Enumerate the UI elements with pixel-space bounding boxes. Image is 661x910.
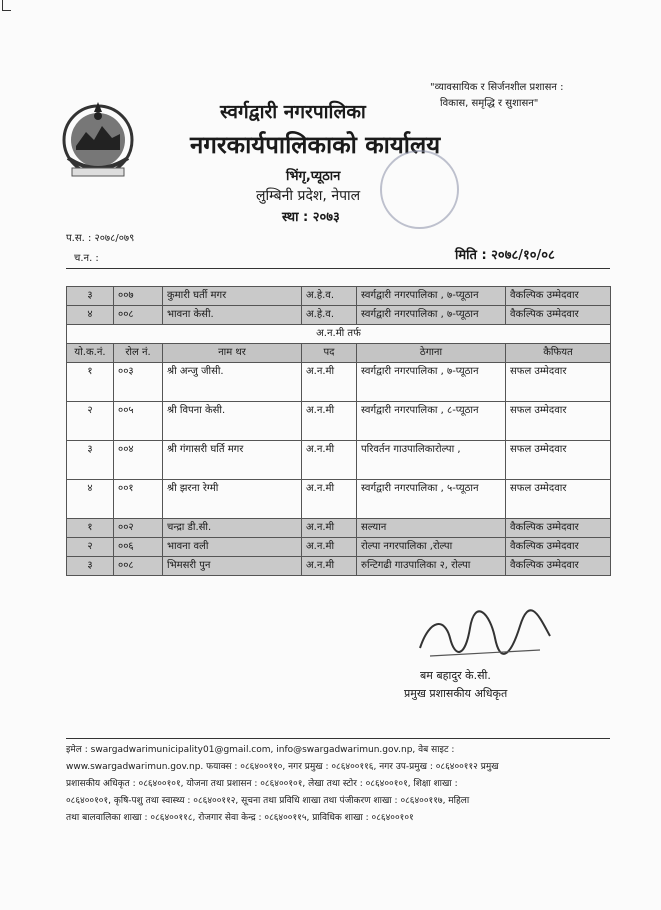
table-row xyxy=(67,441,611,480)
signatory-name: बम बहादुर के.सी. xyxy=(420,669,491,682)
table-cell-name: कुमारी घर्ती मगर xyxy=(163,287,302,306)
table-cell-post: अ.न.मी xyxy=(302,402,357,441)
table-cell-address: स्वर्गद्वारी नगरपालिका , ५-प्यूठान xyxy=(357,480,506,519)
table-cell-post: अ.न.मी xyxy=(302,480,357,519)
table-cell-sn: ४ xyxy=(67,306,114,325)
table-cell-remark: वैकल्पिक उम्मेदवार xyxy=(506,306,611,325)
table-cell-post: अ.हे.व. xyxy=(302,287,357,306)
office-seal-stamp xyxy=(380,150,459,229)
table-cell-address: स्वर्गद्वारी नगरपालिका , ७-प्यूठान xyxy=(357,306,506,325)
table-cell-address: परिवर्तन गाउपालिकारोल्पा , xyxy=(357,441,506,480)
table-cell-name: चन्द्रा डी.सी. xyxy=(163,519,302,538)
table-row xyxy=(67,519,611,538)
column-header: पद xyxy=(302,344,357,363)
signatory-title: प्रमुख प्रशासकीय अधिकृत xyxy=(404,687,508,700)
table-cell-sn: १ xyxy=(67,519,114,538)
page-corner-mark xyxy=(2,0,11,11)
table-cell-post: अ.हे.व. xyxy=(302,306,357,325)
municipality-name: स्वर्गद्वारी नगरपालिका xyxy=(220,101,366,123)
table-cell-address: स्वर्गद्वारी नगरपालिका , ७-प्यूठान xyxy=(357,363,506,402)
section-row xyxy=(67,325,611,344)
section-title: अ.न.मी तर्फ xyxy=(67,325,611,344)
dispatch-number: च.न. : xyxy=(74,253,99,264)
table-cell-name: श्री झरना रेग्मी xyxy=(163,480,302,519)
signature-icon xyxy=(410,608,560,668)
column-header: रोल नं. xyxy=(114,344,163,363)
table-cell-sn: ३ xyxy=(67,287,114,306)
table-row xyxy=(67,306,611,325)
letter-date: मिति : २०७८/१०/०८ xyxy=(455,248,555,263)
table-cell-address: सल्यान xyxy=(357,519,506,538)
office-place: भिंगृ,प्यूठान xyxy=(286,169,341,184)
table-cell-remark: वैकल्पिक उम्मेदवार xyxy=(506,287,611,306)
column-header: यो.क.नं. xyxy=(67,344,114,363)
result-table xyxy=(66,286,611,576)
column-header: ठेगाना xyxy=(357,344,506,363)
footer-line-2: www.swargadwarimun.gov.np. फयाक्स : ०८६४००११०, नगर प्रमुख : ०८६४००११६, नगर उप-प्रमुख : ०८६४००११२ प्रमुख xyxy=(66,762,499,772)
footer-line-4: ०८६४००१०१, कृषि-पशु तथा स्वास्थ्य : ०८६४००११२, सूचना तथा प्रविधि शाखा तथा पंजीकरण शाखा : ०८६४००११७, महिला xyxy=(66,796,470,806)
office-name: नगरकार्यपालिकाको कार्यालय xyxy=(190,131,441,159)
table-cell-address: रोल्पा नगरपालिका ,रोल्पा xyxy=(357,538,506,557)
table-cell-post: अ.न.मी xyxy=(302,538,357,557)
table-row xyxy=(67,480,611,519)
table-cell-name: श्री गंगासरी घर्ति मगर xyxy=(163,441,302,480)
table-cell-name: भावना केसी. xyxy=(163,306,302,325)
slogan-line-2: विकास, समृद्धि र सुशासन" xyxy=(440,98,539,109)
table-cell-post: अ.न.मी xyxy=(302,519,357,538)
table-cell-remark: सफल उम्मेदवार xyxy=(506,402,611,441)
slogan xyxy=(430,80,590,112)
column-header: कैफियत xyxy=(506,344,611,363)
table-cell-sn: १ xyxy=(67,363,114,402)
slogan-line-1: "व्यावसायिक र सिर्जनशील प्रशासन : xyxy=(430,82,564,93)
established-year: स्था : २०७३ xyxy=(282,210,340,225)
table-cell-address: स्वर्गद्वारी नगरपालिका , ८-प्यूठान xyxy=(357,402,506,441)
letter-number: प.स. : २०७८/०७९ xyxy=(66,233,135,244)
footer-line-5: तथा बालवालिका शाखा : ०८६४००११८, रोजगार सेवा केन्द्र : ०८६४००११५, प्राविधिक शाखा : ०८६४००१०१ xyxy=(66,813,414,823)
table-cell-remark: सफल उम्मेदवार xyxy=(506,441,611,480)
footer-contacts xyxy=(66,742,610,827)
table-cell-roll: ००६ xyxy=(114,538,163,557)
table-cell-name: भिमसरी पुन xyxy=(163,557,302,576)
table-cell-post: अ.न.मी xyxy=(302,363,357,402)
table-cell-remark: सफल उम्मेदवार xyxy=(506,480,611,519)
table-row xyxy=(67,538,611,557)
table-cell-remark: वैकल्पिक उम्मेदवार xyxy=(506,519,611,538)
office-province: लुम्बिनी प्रदेश, नेपाल xyxy=(256,188,361,204)
header-divider xyxy=(66,268,610,269)
table-cell-roll: ००३ xyxy=(114,363,163,402)
table-cell-sn: ३ xyxy=(67,441,114,480)
footer-line-3: प्रशासकीय अधिकृत : ०८६४००१०१, योजना तथा प्रशासन : ०८६४००१०१, लेखा तथा स्टोर : ०८६४००१०१, शिक्षा शाखा : xyxy=(66,779,458,789)
table-cell-remark: वैकल्पिक उम्मेदवार xyxy=(506,557,611,576)
table-cell-remark: सफल उम्मेदवार xyxy=(506,363,611,402)
table-cell-address: रुन्टिगढी गाउपालिका २, रोल्पा xyxy=(357,557,506,576)
table-row xyxy=(67,287,611,306)
table-row xyxy=(67,557,611,576)
table-cell-roll: ००२ xyxy=(114,519,163,538)
table-cell-address: स्वर्गद्वारी नगरपालिका , ७-प्यूठान xyxy=(357,287,506,306)
table-cell-name: श्री विपना केसी. xyxy=(163,402,302,441)
table-row xyxy=(67,402,611,441)
table-cell-sn: २ xyxy=(67,538,114,557)
table-cell-name: श्री अन्जु जीसी. xyxy=(163,363,302,402)
table-cell-post: अ.न.मी xyxy=(302,557,357,576)
table-cell-roll: ००१ xyxy=(114,480,163,519)
footer-divider xyxy=(66,738,610,739)
table-cell-roll: ००७ xyxy=(114,287,163,306)
column-header: नाम थर xyxy=(163,344,302,363)
table-cell-roll: ००५ xyxy=(114,402,163,441)
table-cell-name: भावना वली xyxy=(163,538,302,557)
table-cell-post: अ.न.मी xyxy=(302,441,357,480)
table-cell-sn: २ xyxy=(67,402,114,441)
nepal-emblem-icon xyxy=(58,98,138,188)
table-cell-roll: ००८ xyxy=(114,557,163,576)
table-row xyxy=(67,363,611,402)
table-cell-sn: ४ xyxy=(67,480,114,519)
table-cell-remark: वैकल्पिक उम्मेदवार xyxy=(506,538,611,557)
footer-line-1: इमेल : swargadwarimunicipality01@gmail.com, info@swargadwarimun.gov.np, वेब साइट : xyxy=(66,745,455,755)
table-cell-roll: ००८ xyxy=(114,306,163,325)
table-cell-roll: ००४ xyxy=(114,441,163,480)
table-header-row xyxy=(67,344,611,363)
table-cell-sn: ३ xyxy=(67,557,114,576)
